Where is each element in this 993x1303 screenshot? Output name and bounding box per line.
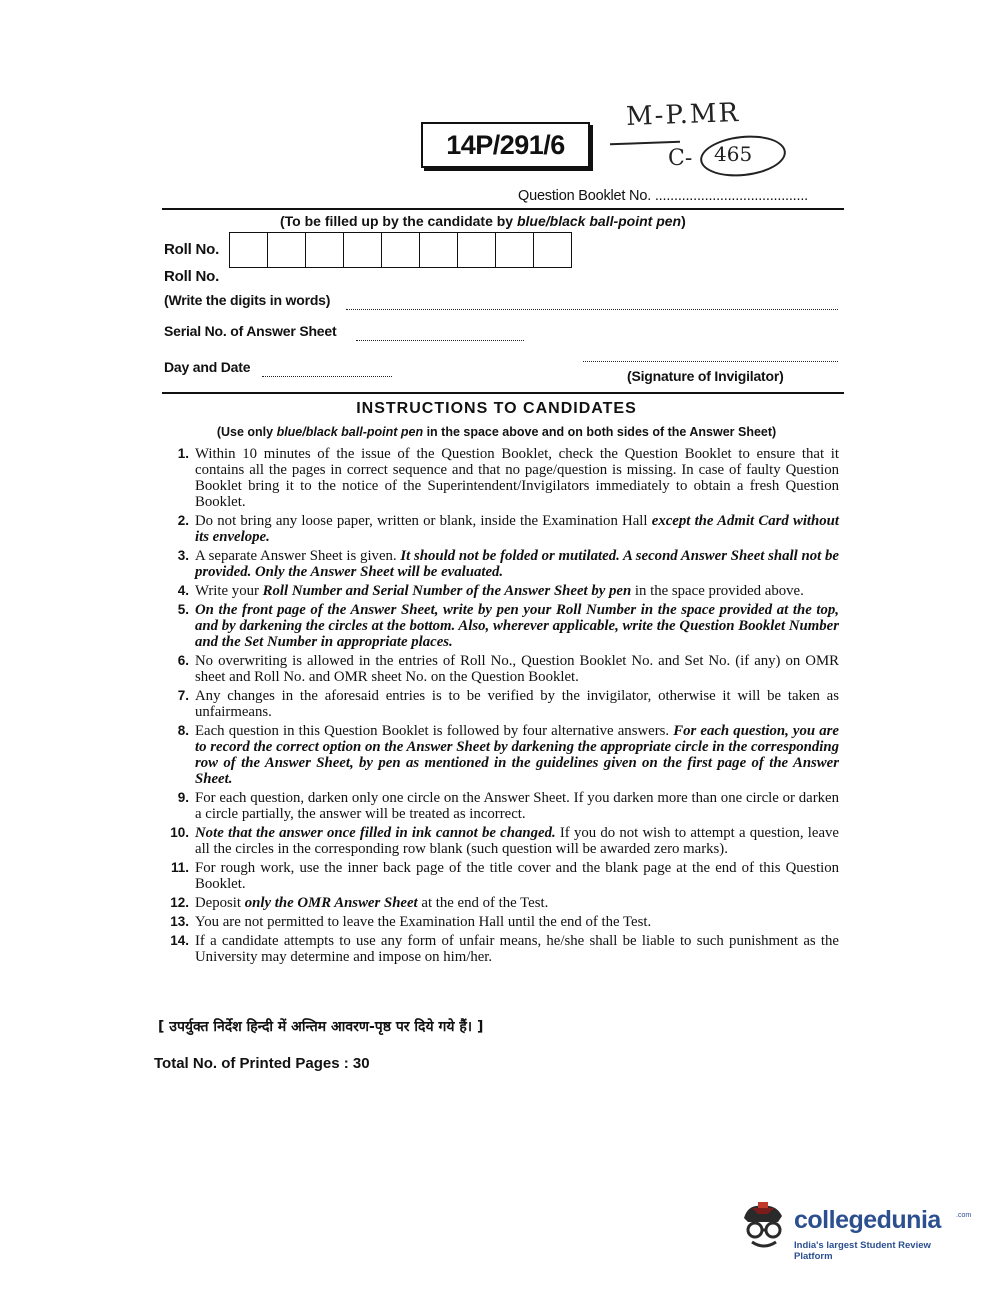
top-rule — [162, 208, 844, 210]
instruction-item — [163, 653, 839, 685]
instruction-number: 13. — [170, 914, 189, 929]
instruction-item — [163, 446, 839, 510]
hindi-note: [ उपर्युक्त निर्देश हिन्दी में अन्तिम आवरण-पृष्ठ पर दिये गये हैं। ] — [158, 1019, 484, 1035]
instruction-text: Within 10 minutes of the issue of the Question Booklet, check the Question Booklet to ensure that it contains all the pages in correct sequence and that no page/question is missing. In case of faulty Question Booklet bring it to the notice of the Superintendent/Invigilators immediately to obtain a fresh Question Booklet. — [195, 446, 839, 510]
instruction-item — [163, 513, 839, 545]
instruction-text: On the front page of the Answer Sheet, write by pen your Roll Number in the space provided at the top, and by darkening the circles at the bottom. Also, wherever applicable, write the Question Booklet Number and the Set Number in appropriate places. — [195, 602, 839, 650]
instruction-text: Any changes in the aforesaid entries is to be verified by the invigilator, otherwise it will be taken as unfairmeans. — [195, 688, 839, 720]
roll-no-boxes[interactable] — [229, 232, 572, 268]
fill-note — [280, 213, 686, 229]
instruction-number: 1. — [177, 446, 189, 461]
note-prefix: (Use only — [216, 425, 277, 439]
instruction-item — [163, 583, 839, 599]
instructions-title: INSTRUCTIONS TO CANDIDATES — [356, 400, 637, 417]
instruction-text: Write your Roll Number and Serial Number of the Answer Sheet by pen in the space provided above. — [195, 583, 804, 599]
instruction-text: For each question, darken only one circle on the Answer Sheet. If you darken more than one circle or darken a circle partially, the answer will be treated as incorrect. — [195, 790, 839, 822]
instruction-text: Do not bring any loose paper, written or blank, inside the Examination Hall except the Admit Card without its envelope. — [195, 513, 840, 545]
serial-field[interactable] — [356, 339, 524, 341]
instruction-item — [163, 790, 839, 822]
instruction-text: Deposit only the OMR Answer Sheet at the end of the Test. — [195, 895, 549, 911]
total-pages: Total No. of Printed Pages : 30 — [154, 1055, 370, 1072]
handwritten-number: 465 — [714, 142, 753, 166]
instruction-number: 12. — [170, 895, 189, 910]
instruction-text: For rough work, use the inner back page of the title cover and the blank page at the end of this Question Booklet. — [195, 860, 839, 892]
handwritten-prefix: C- — [668, 146, 693, 171]
fill-note-prefix: (To be filled up by the candidate by — [280, 213, 517, 229]
instruction-number: 10. — [170, 825, 189, 840]
roll-box[interactable] — [496, 233, 534, 267]
note-emph: blue/black ball-point pen — [276, 425, 424, 439]
fill-note-suffix: ) — [681, 213, 686, 229]
instruction-text: You are not permitted to leave the Examination Hall until the end of the Test. — [195, 914, 652, 930]
logo-com: .com — [956, 1212, 972, 1219]
instruction-item — [163, 602, 839, 650]
instruction-number: 6. — [177, 653, 189, 668]
instruction-number: 8. — [177, 723, 189, 738]
instruction-item — [163, 914, 839, 930]
form-bottom-rule — [162, 392, 844, 394]
instructions-note — [0, 425, 993, 439]
roll-box[interactable] — [420, 233, 458, 267]
instruction-item — [163, 688, 839, 720]
roll-box[interactable] — [534, 233, 571, 267]
instruction-number: 5. — [177, 602, 189, 617]
roll-no-label: Roll No. — [164, 241, 220, 258]
instruction-text: Each question in this Question Booklet is followed by four alternative answers. For each question, you are to record the correct option on the Answer Sheet by darkening the appropriate circle in the corresponding row of the Answer Sheet, by pen as mentioned in the guidelines given on the first page of the Answer Sheet. — [195, 723, 839, 787]
instruction-item — [163, 825, 839, 857]
serial-label: Serial No. of Answer Sheet — [164, 323, 337, 339]
instruction-number: 14. — [170, 933, 189, 948]
question-booklet-no: Question Booklet No. ........................................ — [518, 188, 808, 204]
collegedunia-logo — [738, 1200, 972, 1262]
roll-box[interactable] — [268, 233, 306, 267]
note-suffix: in the space above and on both sides of the Answer Sheet) — [423, 425, 777, 439]
instruction-text: If a candidate attempts to use any form of unfair means, he/she shall be liable to such punishment as the University may determine and impose on him/her. — [195, 933, 839, 965]
roll-words-label: (Write the digits in words) — [164, 292, 331, 308]
instruction-item — [163, 860, 839, 892]
instruction-item — [163, 723, 839, 787]
instruction-item — [163, 548, 839, 580]
roll-no-label-2: Roll No. — [164, 268, 220, 285]
roll-words-field[interactable] — [346, 308, 838, 310]
day-date-field[interactable] — [262, 375, 392, 377]
instruction-item — [163, 895, 839, 911]
instruction-number: 4. — [177, 583, 189, 598]
instruction-number: 11. — [170, 860, 189, 875]
logo-text: collegedunia — [794, 1206, 941, 1234]
instruction-number: 3. — [177, 548, 189, 563]
instruction-number: 2. — [177, 513, 189, 528]
handwritten-line — [610, 141, 680, 145]
instruction-text: No overwriting is allowed in the entries of Roll No., Question Booklet No. and Set No. (if any) on OMR sheet and Roll No. and OMR sheet No. on the Question Booklet. — [195, 653, 839, 685]
instruction-number: 9. — [177, 790, 189, 805]
signature-field[interactable] — [583, 360, 838, 362]
fill-note-emph: blue/black ball-point pen — [516, 213, 682, 229]
instruction-item — [163, 933, 839, 965]
roll-box[interactable] — [306, 233, 344, 267]
logo-tagline: India's largest Student Review Platform — [794, 1240, 931, 1262]
instruction-list — [163, 446, 839, 968]
instruction-text: Note that the answer once filled in ink cannot be changed. If you do not wish to attempt a question, leave all the circles in the corresponding row blank (such question will be awarded zero marks). — [195, 825, 839, 857]
roll-box[interactable] — [344, 233, 382, 267]
instruction-number: 7. — [177, 688, 189, 703]
booklet-code: 14P/291/6 — [421, 122, 590, 168]
roll-box[interactable] — [382, 233, 420, 267]
signature-label: (Signature of Invigilator) — [627, 368, 784, 384]
roll-box[interactable] — [458, 233, 496, 267]
day-date-label: Day and Date — [164, 359, 251, 375]
mascot-icon — [738, 1200, 790, 1256]
handwritten-code: M-P.MR — [625, 98, 741, 132]
instruction-text: A separate Answer Sheet is given. It should not be folded or mutilated. A second Answer Sheet shall not be provided. Only the Answer Sheet will be evaluated. — [195, 548, 839, 580]
roll-box[interactable] — [230, 233, 268, 267]
